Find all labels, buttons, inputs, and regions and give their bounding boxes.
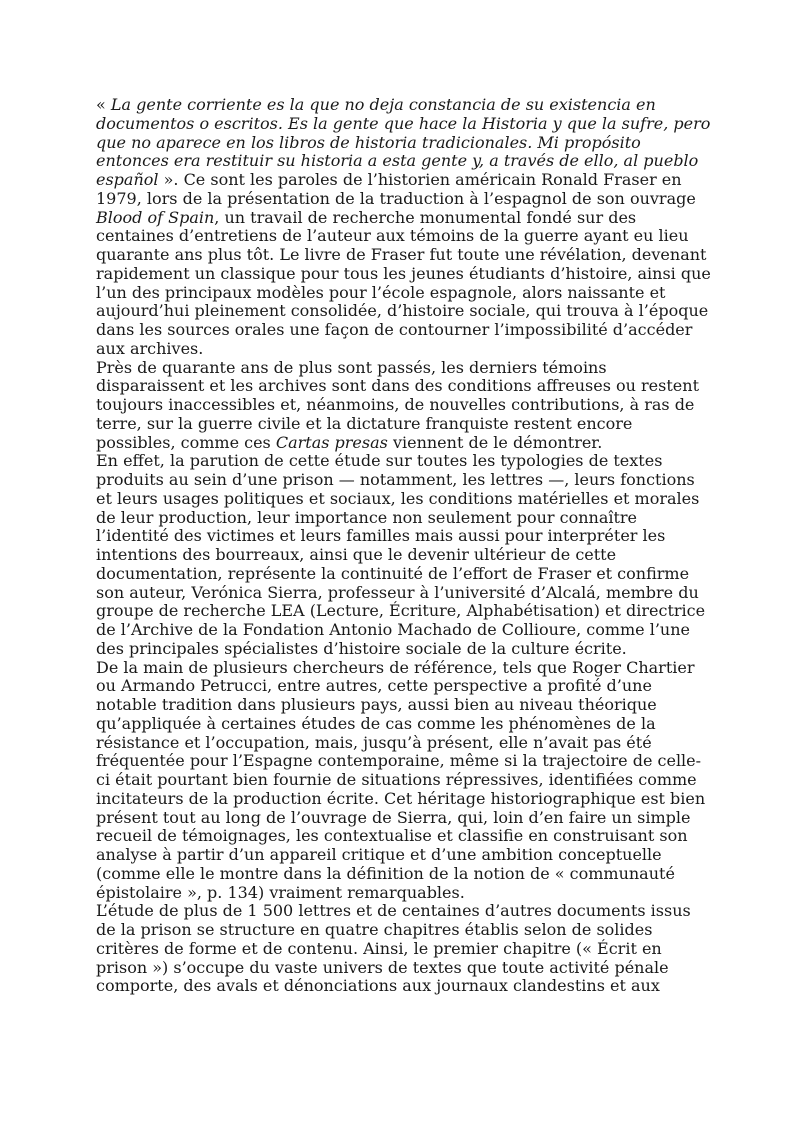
- text-segment: Près de quarante ans de plus sont passés, les derniers témoins disparaissent et les archives sont dans des conditions affreuses ou restent toujours inaccessibles et, néanmoins, de nouvelles contributions, à ras de terre, sur la guerre civile et la dictature franquiste restent encore possibles, comme ces: [96, 357, 699, 452]
- paragraph-1: [96, 96, 712, 359]
- text-segment: De la main de plusieurs chercheurs de référence, tels que Roger Chartier ou Armando Petrucci, entre autres, cette perspective a profité d’une notable tradition dans plusieurs pays, aussi bien au niveau théorique qu’appliquée à certaines études de cas comme les phénomènes de la résistance et l’occupation, mais, jusqu’à présent, elle n’avait pas été fréquentée pour l’Espagne contemporaine, même si la trajectoire de celle-ci était pourtant bien fournie de situations répressives, identifiées comme incitateurs de la production écrite. Cet héritage historiographique est bien présent tout au long de l’ouvrage de Sierra, qui, loin d’en faire un simple recueil de témoignages, les contextualise et classifie en construisant son analyse à partir d’un appareil critique et d’une ambition conceptuelle (comme elle le montre dans la définition de la notion de « communauté épistolaire », p. 134) vraiment remarquables.: [96, 657, 706, 902]
- text-segment: «: [96, 95, 111, 114]
- document-page: [96, 96, 712, 996]
- text-segment: L’étude de plus de 1 500 lettres et de centaines d’autres documents issus de la prison se structure en quatre chapitres établis selon de solides critères de forme et de contenu. Ainsi, le premier chapitre (« Écrit en prison ») s’occupe du vaste univers de textes que toute activité pénale comporte, des avals et dénonciations aux journaux clandestins et aux: [96, 901, 691, 996]
- book-title-italic: Cartas presas: [275, 432, 388, 452]
- text-segment: viennent de le démontrer.: [387, 432, 603, 452]
- paragraph-4: [96, 659, 712, 903]
- book-title-italic: Blood of Spain: [96, 207, 215, 227]
- text-segment: En effet, la parution de cette étude sur toutes les typologies de textes produits au sein d’une prison — notamment, les lettres —, leurs fonctions et leurs usages politiques et sociaux, les conditions matérielles et morales de leur production, leur importance non seulement pour connaître l’identité des victimes et leurs familles mais aussi pour interpréter les intentions des bourreaux, ainsi que le devenir ultérieur de cette documentation, représente la continuité de l’effort de Fraser et confirme son auteur, Verónica Sierra, professeur à l’université d’Alcalá, membre du groupe de recherche LEA (Lecture, Écriture, Alphabétisation) et directrice de l’Archive de la Fondation Antonio Machado de Collioure, comme l’une des principales spécialistes d’histoire sociale de la culture écrite.: [96, 451, 706, 658]
- text-segment: ». Ce sont les paroles de l’historien américain Ronald Fraser en 1979, lors de la présentation de la traduction à l’espagnol de son ouvrage: [96, 170, 696, 208]
- paragraph-3: [96, 452, 712, 658]
- text-segment: , un travail de recherche monumental fondé sur des centaines d’entretiens de l’auteur aux témoins de la guerre ayant eu lieu quarante ans plus tôt. Le livre de Fraser fut toute une révélation, devenant rapidement un classique pour tous les jeunes étudiants d’histoire, ainsi que l’un des principaux modèles pour l’école espagnole, alors naissante et aujourd’hui pleinement consolidée, d’histoire sociale, qui trouva à l’époque dans les sources orales une façon de contourner l’impossibilité d’accéder aux archives.: [96, 207, 711, 358]
- paragraph-5: [96, 902, 712, 996]
- quote-italic: La gente corriente es la que no deja constancia de su existencia en documentos o escritos. Es la gente que hace la Historia y que la sufre, pero que no aparece en los libros de historia tradicionales. Mi propósito entonces era restituir su historia a esta gente y, a través de ello, al pueblo español: [96, 95, 711, 189]
- paragraph-2: [96, 359, 712, 453]
